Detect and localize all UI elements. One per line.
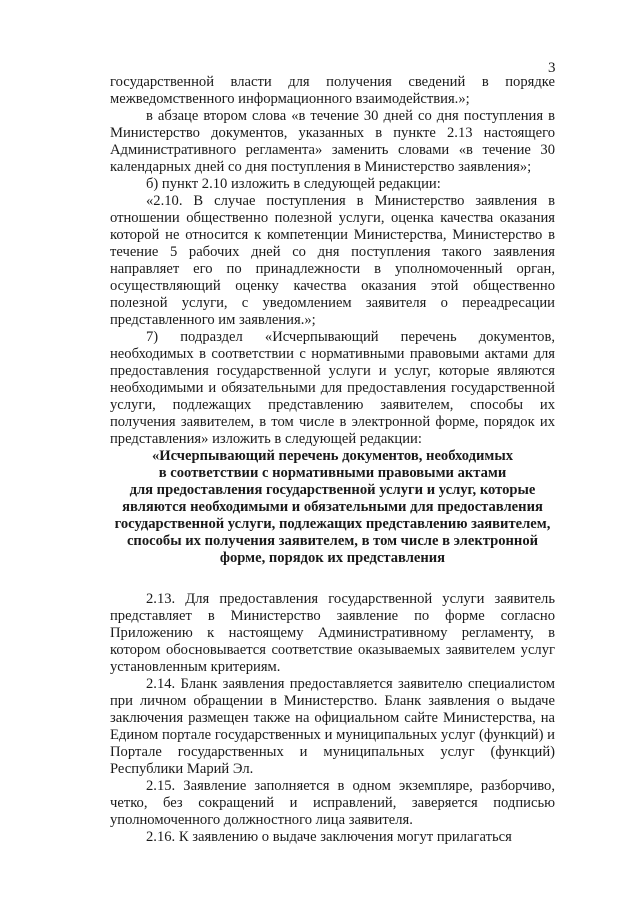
heading-line: в соответствии с нормативными правовыми актами [158, 465, 507, 481]
paragraph: 7) подраздел «Исчерпывающий перечень документов, необходимых в соответствии с нормативными правовыми актами для предоставления государственной услуги и услуг, которые являются необходимыми и обязательными для предоставления государственной услуги, подлежащих представлению заявителем, способы их получения заявителем, в том числе в электронной форме, порядок их представления» изложить в следующей редакции: [110, 329, 555, 447]
heading-line: являются необходимыми и обязательными для предоставления [122, 499, 543, 515]
paragraph: б) пункт 2.10 изложить в следующей редакции: [146, 176, 441, 192]
paragraph: в абзаце втором слова «в течение 30 дней со дня поступления в Министерство документов, указанных в пункте 2.13 настоящего Административного регламента» заменить словами «в течение 30 календарных дней со дня поступления в Министерство заявления»; [110, 108, 555, 175]
paragraph: 2.13. Для предоставления государственной услуги заявитель представляет в Министерство заявление по форме согласно Приложению к настоящему Административному регламенту, в котором обосновывается соответствие оказываемых заявителем услуг установленным критериям. [110, 591, 555, 675]
paragraph: 2.14. Бланк заявления предоставляется заявителю специалистом при личном обращении в Министерство. Бланк заявления о выдаче заключения размещен также на официальном сайте Министерства, на Едином портале государственных и муниципальных услуг (функций) и Портале государственных и муниципальных услуг (функций) Республики Марий Эл. [110, 676, 555, 777]
paragraph: «2.10. В случае поступления в Министерство заявления в отношении общественно полезной услуги, оценка качества оказания которой не относится к компетенции Министерства, Министерство в течение 5 рабочих дней со дня поступления такого заявления направляет его по принадлежности в уполномоченный орган, осуществляющий оценку качества оказания этой общественно полезной услуги, с уведомлением заявителя о переадресации представленного им заявления.»; [110, 193, 555, 328]
spacer [110, 567, 555, 591]
document-body [110, 74, 555, 846]
paragraph: 2.15. Заявление заполняется в одном экземпляре, разборчиво, четко, без сокращений и исправлений, заверяется подписью уполномоченного должностного лица заявителя. [110, 778, 555, 828]
heading-line: «Исчерпывающий перечень документов, необходимых [151, 448, 514, 464]
heading-line: способы их получения заявителем, в том числе в электронной [126, 533, 539, 549]
heading-line: государственной услуги, подлежащих представлению заявителем, [114, 516, 551, 532]
paragraph: 2.16. К заявлению о выдаче заключения могут прилагаться [146, 829, 512, 845]
section-heading [110, 448, 555, 567]
page-number: 3 [548, 60, 556, 76]
heading-line: для предоставления государственной услуги и услуг, которые [129, 482, 536, 498]
paragraph: государственной власти для получения сведений в порядке межведомственного информационного взаимодействия.»; [110, 74, 555, 107]
heading-line: форме, порядок их представления [219, 550, 446, 566]
